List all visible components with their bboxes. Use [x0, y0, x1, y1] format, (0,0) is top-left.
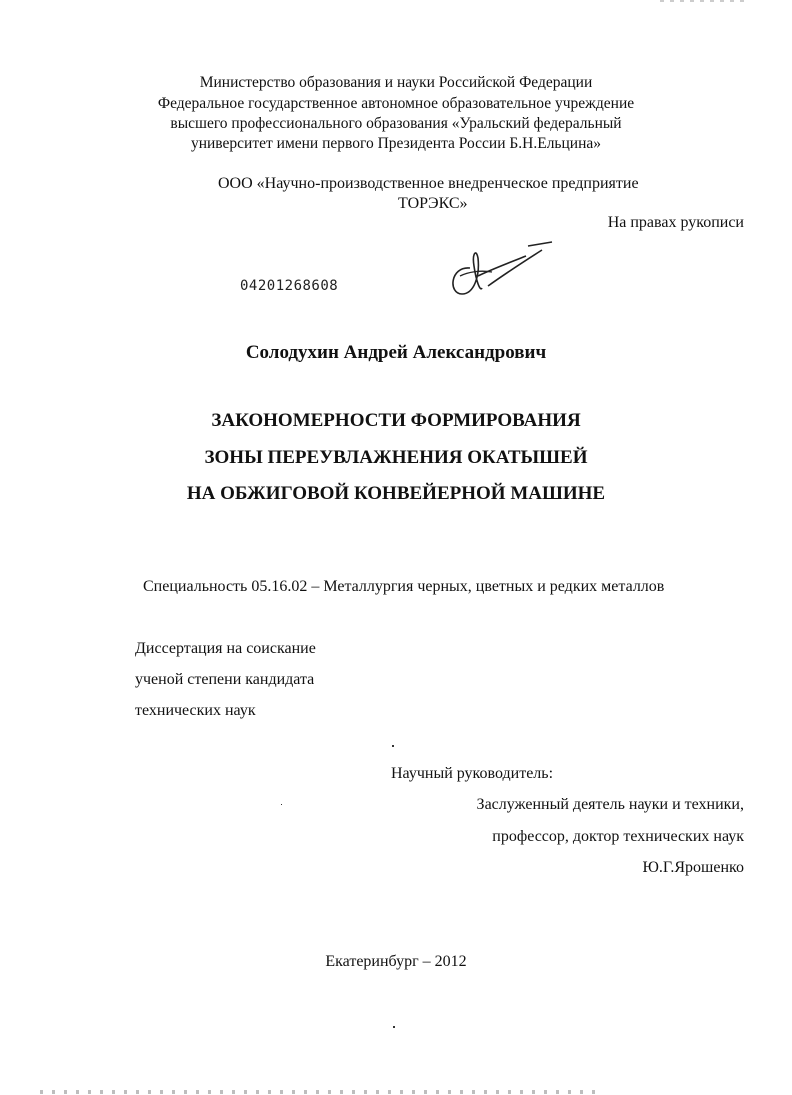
- ministry-line-2: Федеральное государственное автономное образовательное учреждение: [157, 95, 635, 112]
- signature-icon: [440, 236, 560, 302]
- scan-speck: [393, 1026, 395, 1028]
- rights-notice: На правах рукописи: [607, 214, 744, 231]
- title-line-3: НА ОБЖИГОВОЙ КОНВЕЙЕРНОЙ МАШИНЕ: [186, 483, 606, 504]
- scan-artifact-top: [660, 0, 750, 2]
- scan-artifact-bottom: [40, 1090, 600, 1094]
- specialty: Специальность 05.16.02 – Металлургия черных, цветных и редких металлов: [143, 578, 665, 595]
- city-year: Екатеринбург – 2012: [325, 953, 467, 970]
- author-name: Солодухин Андрей Александрович: [245, 342, 547, 363]
- title-line-1: ЗАКОНОМЕРНОСТИ ФОРМИРОВАНИЯ: [211, 410, 581, 431]
- supervisor-label: Научный руководитель:: [391, 765, 554, 782]
- dissertation-line-2: ученой степени кандидата: [135, 671, 315, 688]
- supervisor-line-2: профессор, доктор технических наук: [492, 828, 744, 845]
- supervisor-line-1: Заслуженный деятель науки и техники,: [476, 796, 744, 813]
- scan-speck: [281, 804, 282, 805]
- company-line-1: ООО «Научно-производственное внедренческое предприятие: [218, 175, 639, 192]
- title-line-2: ЗОНЫ ПЕРЕУВЛАЖНЕНИЯ ОКАТЫШЕЙ: [204, 447, 588, 468]
- scan-speck: [392, 745, 394, 747]
- registration-number: 04201268608: [240, 278, 339, 294]
- ministry-line-3: высшего профессионального образования «Уральский федеральный: [170, 115, 622, 132]
- ministry-line-4: университет имени первого Президента России Б.Н.Ельцина»: [190, 135, 602, 152]
- dissertation-line-3: технических наук: [135, 702, 256, 719]
- dissertation-line-1: Диссертация на соискание: [135, 640, 316, 657]
- supervisor-name: Ю.Г.Ярошенко: [642, 859, 744, 876]
- company-line-2: ТОРЭКС»: [398, 195, 468, 212]
- ministry-line-1: Министерство образования и науки Российской Федерации: [199, 74, 593, 91]
